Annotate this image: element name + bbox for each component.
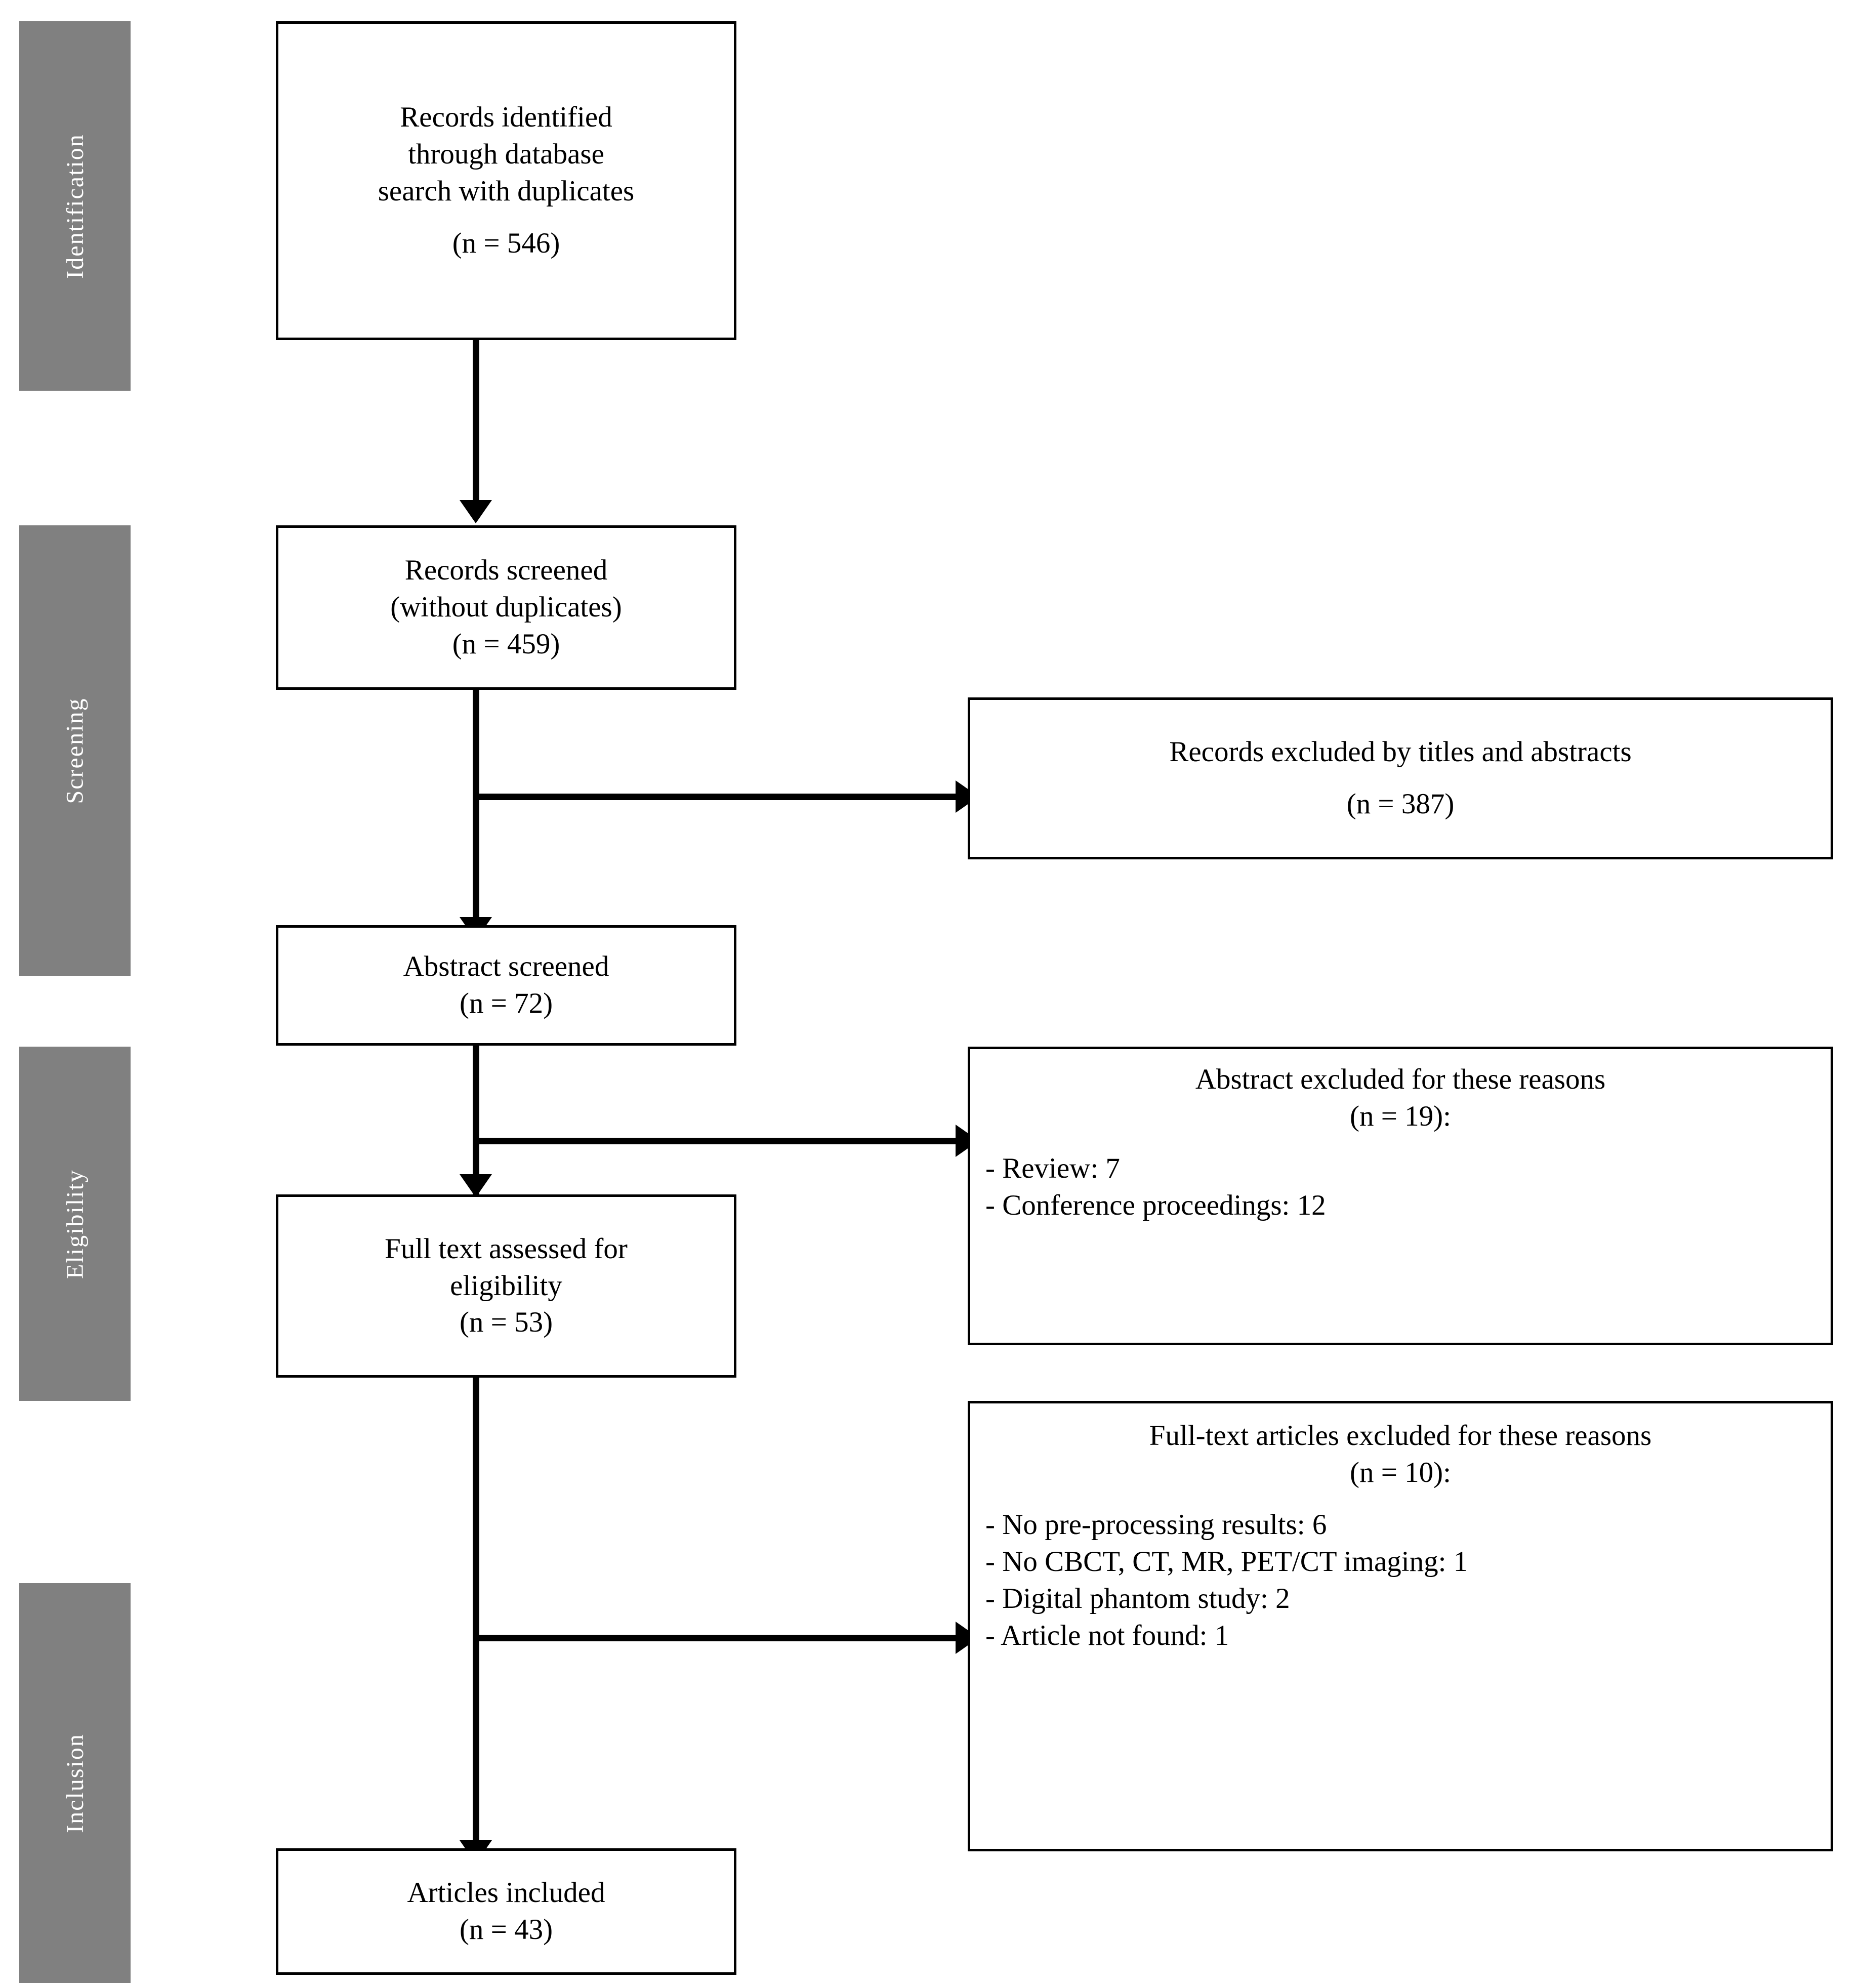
box-abstract-screened bbox=[276, 925, 736, 1046]
records-screened-line2: (without duplicates) bbox=[390, 591, 622, 624]
stage-bar-eligibility bbox=[19, 1047, 131, 1401]
records-identified-line1: Records identified bbox=[400, 101, 612, 134]
connector-fulltext-to-included bbox=[473, 1378, 479, 1843]
full-text-assessed-line2: eligibility bbox=[450, 1269, 562, 1302]
stage-bar-inclusion bbox=[19, 1583, 131, 1983]
stage-bar-screening bbox=[19, 525, 131, 976]
full-text-excluded-count: (n = 10): bbox=[1350, 1456, 1451, 1488]
full-text-excluded-line1: Full-text articles excluded for these reasons bbox=[1149, 1420, 1652, 1452]
abstract-excluded-reason-2: - Conference proceedings: 12 bbox=[985, 1189, 1326, 1221]
stage-bar-identification bbox=[19, 21, 131, 391]
box-records-excluded-titles bbox=[968, 697, 1833, 859]
records-identified-line3: search with duplicates bbox=[378, 175, 635, 207]
records-excluded-titles-count: (n = 387) bbox=[1346, 788, 1455, 820]
stage-label-inclusion: Inclusion bbox=[61, 1733, 89, 1833]
full-text-assessed-line1: Full text assessed for bbox=[385, 1232, 628, 1265]
abstract-screened-count: (n = 72) bbox=[459, 987, 553, 1019]
arrowhead-identified-to-screened bbox=[460, 500, 492, 523]
abstract-excluded-line1: Abstract excluded for these reasons bbox=[1195, 1063, 1606, 1095]
articles-included-count: (n = 43) bbox=[459, 1914, 553, 1945]
connector-fulltext-to-excluded bbox=[473, 1635, 959, 1641]
full-text-assessed-count: (n = 53) bbox=[459, 1306, 553, 1339]
records-excluded-titles-line1: Records excluded by titles and abstracts bbox=[1169, 736, 1632, 768]
records-identified-line2: through database bbox=[408, 138, 604, 171]
articles-included-line1: Articles included bbox=[407, 1877, 605, 1909]
records-identified-count: (n = 546) bbox=[452, 227, 560, 259]
box-articles-included bbox=[276, 1848, 736, 1975]
full-text-excluded-reason-2: - No CBCT, CT, MR, PET/CT imaging: 1 bbox=[985, 1545, 1468, 1578]
connector-identified-to-screened bbox=[473, 340, 479, 502]
full-text-excluded-reason-1: - No pre-processing results: 6 bbox=[985, 1508, 1327, 1541]
connector-screened-to-abstract bbox=[473, 690, 479, 920]
stage-label-screening: Screening bbox=[61, 697, 89, 804]
box-full-text-assessed bbox=[276, 1194, 736, 1378]
connector-screened-to-excluded-titles bbox=[473, 794, 959, 800]
abstract-excluded-reason-1: - Review: 7 bbox=[985, 1152, 1120, 1184]
records-screened-line1: Records screened bbox=[404, 554, 608, 587]
box-abstract-excluded bbox=[968, 1047, 1833, 1345]
stage-label-identification: Identification bbox=[61, 133, 89, 279]
box-records-identified bbox=[276, 21, 736, 340]
box-full-text-excluded bbox=[968, 1401, 1833, 1851]
full-text-excluded-reason-4: - Article not found: 1 bbox=[985, 1619, 1229, 1651]
stage-label-eligibility: Eligibility bbox=[61, 1169, 89, 1279]
full-text-excluded-reason-3: - Digital phantom study: 2 bbox=[985, 1582, 1290, 1614]
box-records-screened bbox=[276, 525, 736, 690]
connector-abstract-to-excluded bbox=[473, 1138, 959, 1144]
abstract-screened-line1: Abstract screened bbox=[403, 950, 609, 983]
abstract-excluded-count: (n = 19): bbox=[1350, 1100, 1451, 1132]
records-screened-count: (n = 459) bbox=[452, 628, 560, 660]
